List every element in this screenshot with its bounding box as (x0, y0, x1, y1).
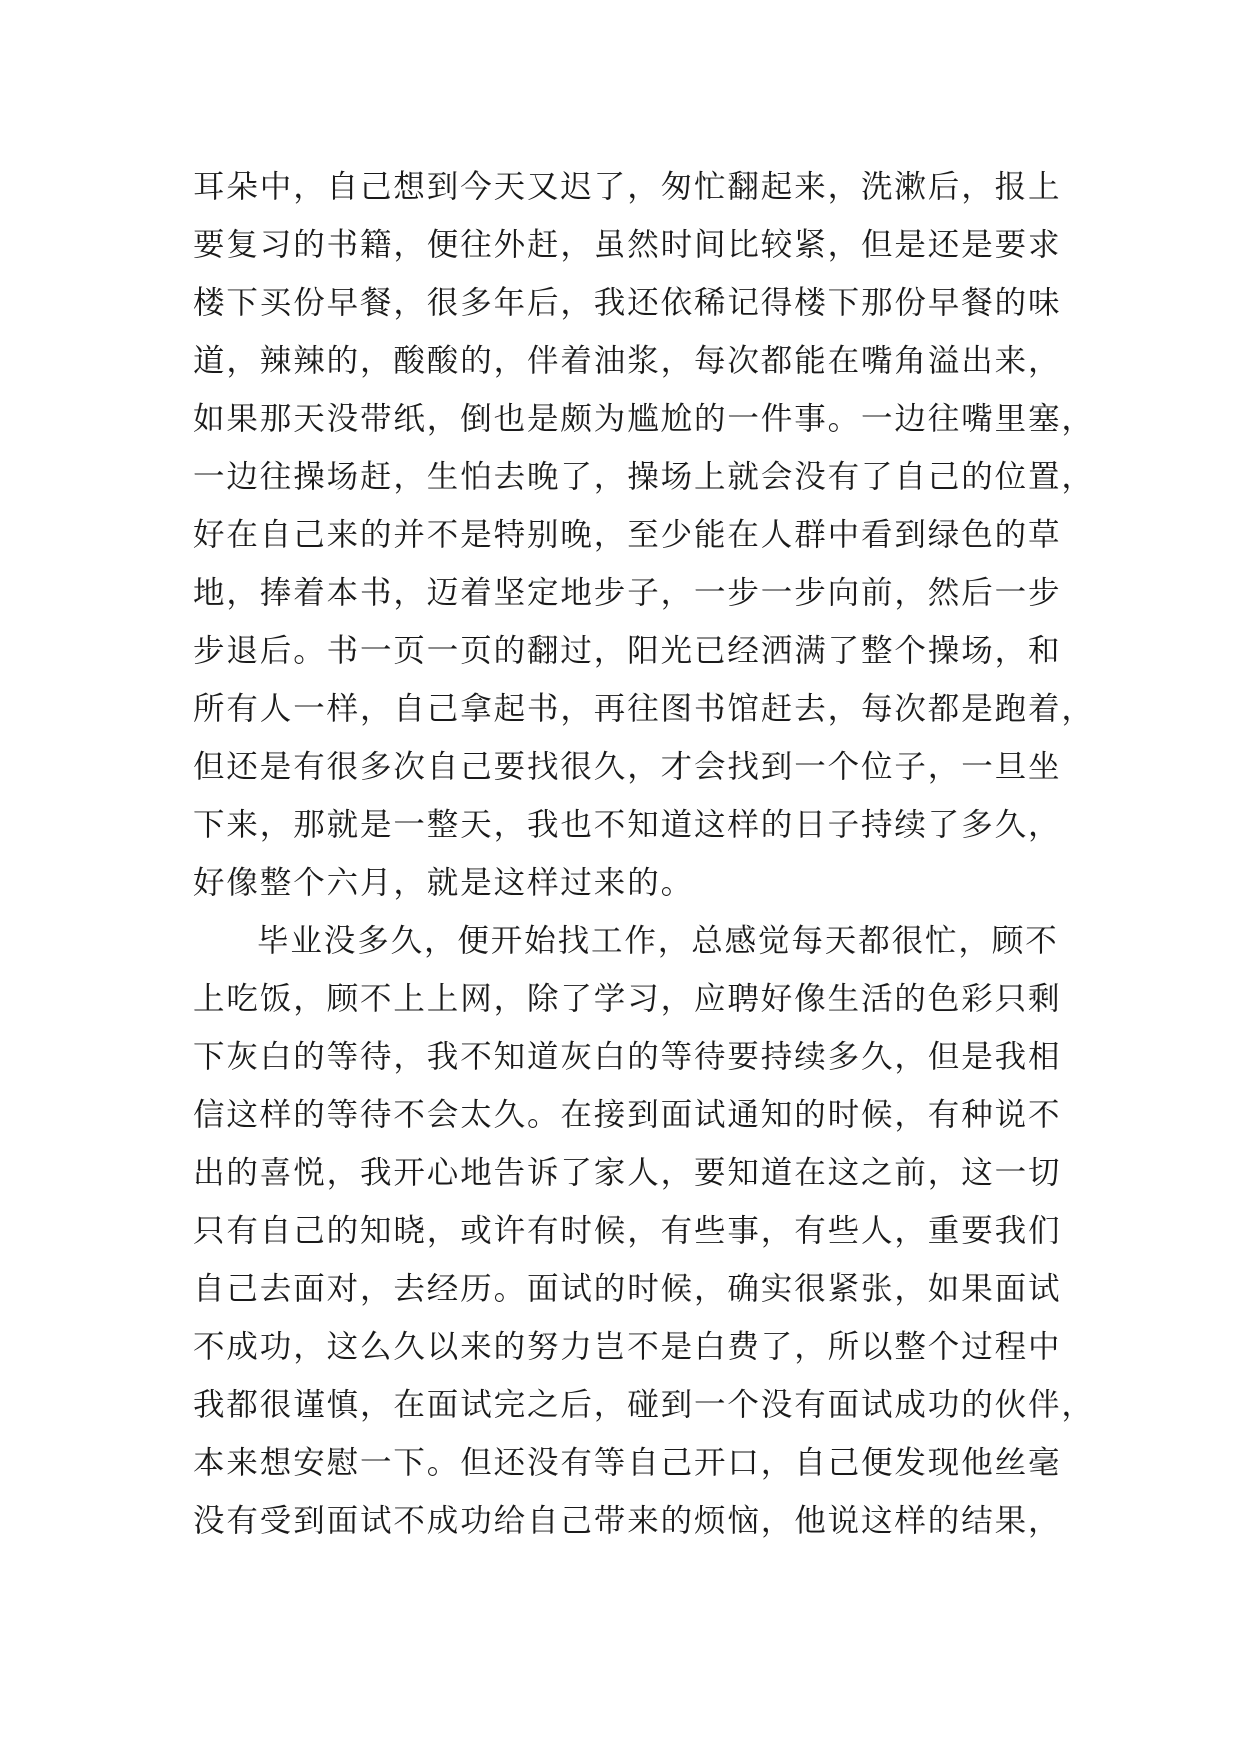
text-line: 自己去面对，去经历。面试的时候，确实很紧张，如果面试 (193, 1271, 1062, 1307)
text-line: 楼下买份早餐，很多年后，我还依稀记得楼下那份早餐的味 (193, 285, 1062, 321)
text-line: 下来，那就是一整天，我也不知道这样的日子持续了多久， (193, 807, 1062, 843)
paragraph-2 (193, 912, 1095, 1550)
text-line: 本来想安慰一下。但还没有等自己开口，自己便发现他丝毫 (193, 1445, 1062, 1481)
text-line: 但还是有很多次自己要找很久，才会找到一个位子，一旦坐 (193, 749, 1062, 785)
text-line: 所有人一样，自己拿起书，再往图书馆赶去，每次都是跑着， (193, 691, 1095, 727)
text-line: 上吃饭，顾不上上网，除了学习，应聘好像生活的色彩只剩 (193, 981, 1062, 1017)
text-line-indented: 毕业没多久，便开始找工作，总感觉每天都很忙，顾不 (257, 923, 1059, 959)
body-text (193, 158, 1095, 1550)
text-line: 耳朵中，自己想到今天又迟了，匆忙翻起来，洗漱后，报上 (193, 169, 1062, 205)
paragraph-1 (193, 158, 1095, 912)
text-line: 步退后。书一页一页的翻过，阳光已经洒满了整个操场，和 (193, 633, 1062, 669)
text-line: 好在自己来的并不是特别晚，至少能在人群中看到绿色的草 (193, 517, 1062, 553)
text-line: 出的喜悦，我开心地告诉了家人，要知道在这之前，这一切 (193, 1155, 1062, 1191)
text-line: 我都很谨慎，在面试完之后，碰到一个没有面试成功的伙伴， (193, 1387, 1095, 1423)
text-line: 如果那天没带纸，倒也是颇为尴尬的一件事。一边往嘴里塞， (193, 401, 1095, 437)
text-line: 信这样的等待不会太久。在接到面试通知的时候，有种说不 (193, 1097, 1062, 1133)
text-line: 要复习的书籍，便往外赶，虽然时间比较紧，但是还是要求 (193, 227, 1062, 263)
text-line: 下灰白的等待，我不知道灰白的等待要持续多久，但是我相 (193, 1039, 1062, 1075)
text-line: 好像整个六月，就是这样过来的。 (193, 865, 695, 901)
text-line: 没有受到面试不成功给自己带来的烦恼，他说这样的结果， (193, 1503, 1062, 1539)
text-line: 不成功，这么久以来的努力岂不是白费了，所以整个过程中 (193, 1329, 1062, 1365)
text-line: 只有自己的知晓，或许有时候，有些事，有些人，重要我们 (193, 1213, 1062, 1249)
text-line: 一边往操场赶，生怕去晚了，操场上就会没有了自己的位置， (193, 459, 1095, 495)
text-line: 地，捧着本书，迈着坚定地步子，一步一步向前，然后一步 (193, 575, 1062, 611)
text-line: 道，辣辣的，酸酸的，伴着油浆，每次都能在嘴角溢出来， (193, 343, 1062, 379)
